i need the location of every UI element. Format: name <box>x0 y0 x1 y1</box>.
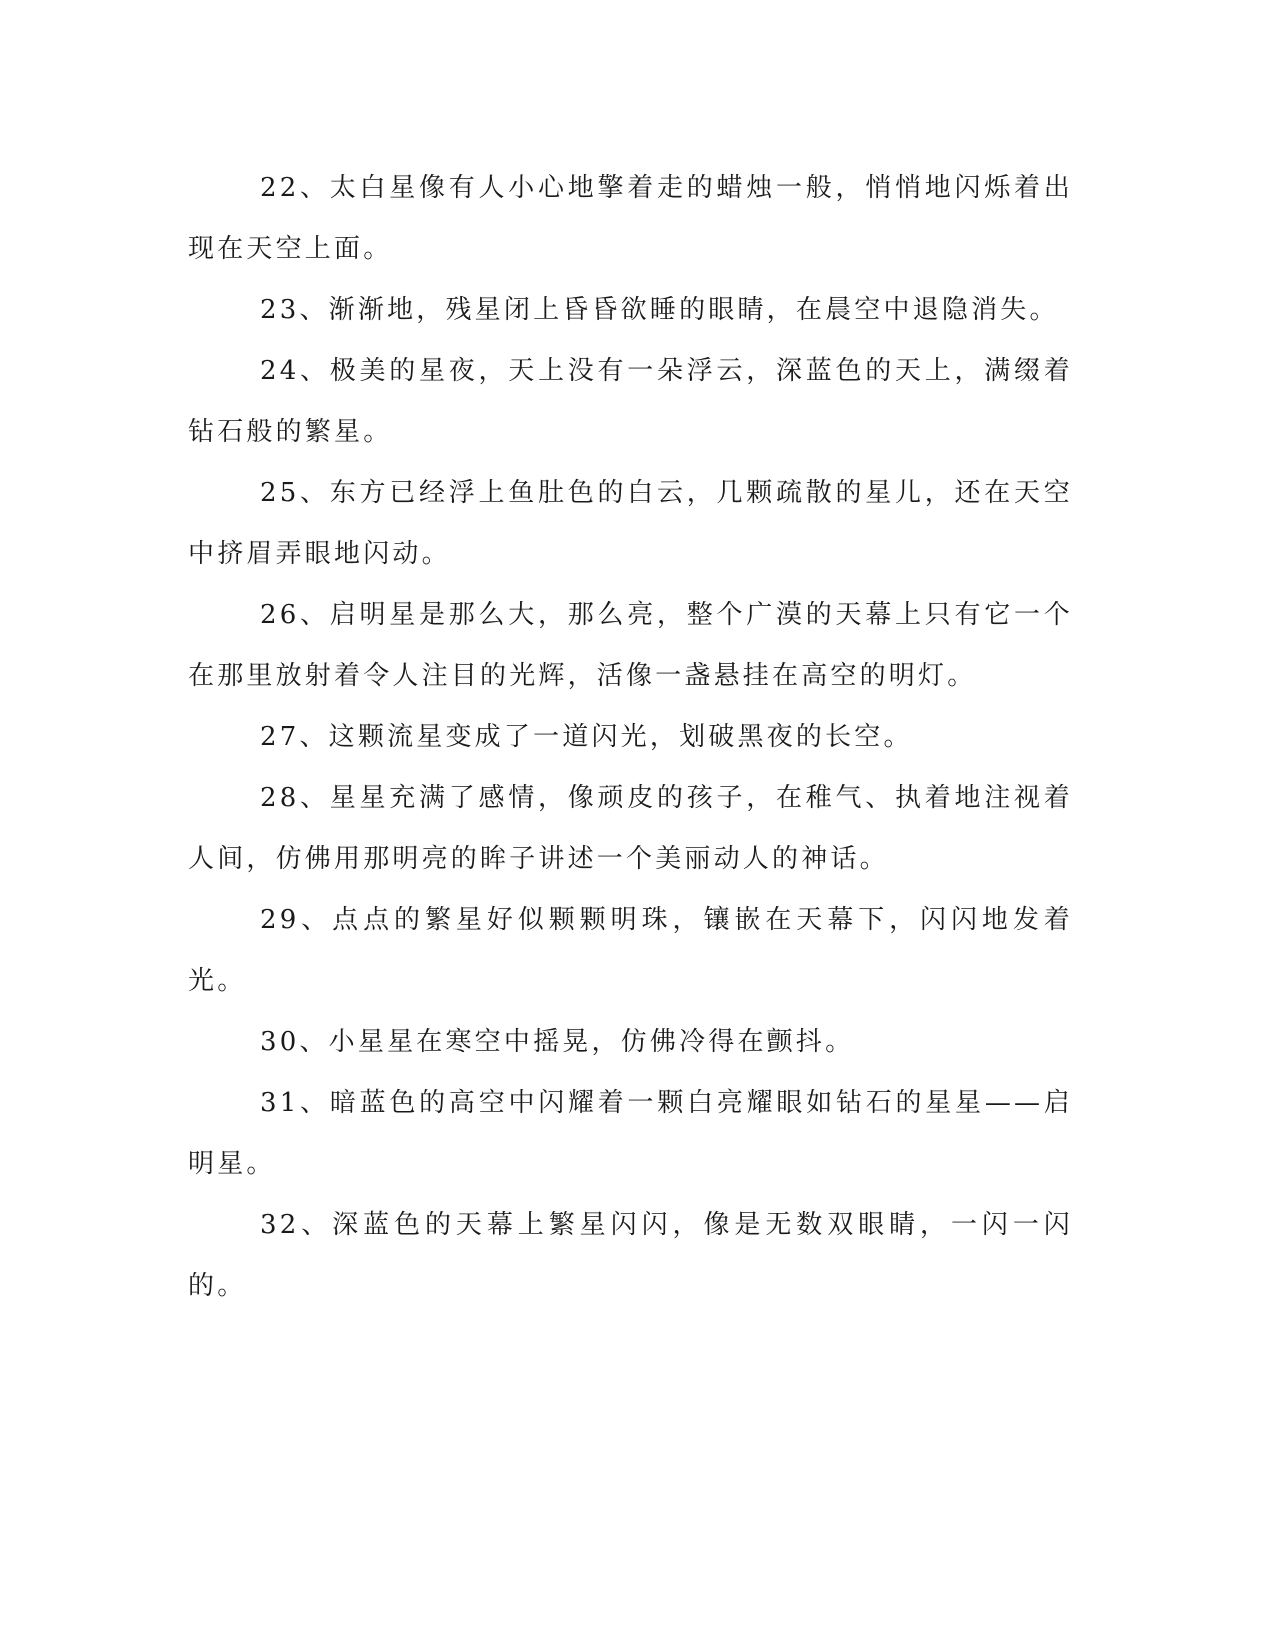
paragraph-32: 32、深蓝色的天幕上繁星闪闪，像是无数双眼睛，一闪一闪的。 <box>188 1210 1073 1301</box>
paragraph-28: 28、星星充满了感情，像顽皮的孩子，在稚气、执着地注视着人间，仿佛用那明亮的眸子讲述一个美丽动人的神话。 <box>188 783 1073 874</box>
paragraph-31: 31、暗蓝色的高空中闪耀着一颗白亮耀眼如钻石的星星——启明星。 <box>188 1088 1073 1179</box>
paragraph-25: 25、东方已经浮上鱼肚色的白云，几颗疏散的星儿，还在天空中挤眉弄眼地闪动。 <box>188 478 1073 569</box>
paragraph-29: 29、点点的繁星好似颗颗明珠，镶嵌在天幕下，闪闪地发着光。 <box>188 905 1073 996</box>
paragraph-22: 22、太白星像有人小心地擎着走的蜡烛一般，悄悄地闪烁着出现在天空上面。 <box>188 173 1073 264</box>
paragraph-27: 27、这颗流星变成了一道闪光，划破黑夜的长空。 <box>260 722 913 752</box>
paragraph-23: 23、渐渐地，残星闭上昏昏欲睡的眼睛，在晨空中退隐消失。 <box>260 295 1059 325</box>
paragraph-24: 24、极美的星夜，天上没有一朵浮云，深蓝色的天上，满缀着钻石般的繁星。 <box>188 356 1073 447</box>
paragraph-30: 30、小星星在寒空中摇晃，仿佛冷得在颤抖。 <box>260 1027 855 1057</box>
document-body <box>188 158 1073 1317</box>
paragraph-26: 26、启明星是那么大，那么亮，整个广漠的天幕上只有它一个在那里放射着令人注目的光辉，活像一盏悬挂在高空的明灯。 <box>188 600 1073 691</box>
